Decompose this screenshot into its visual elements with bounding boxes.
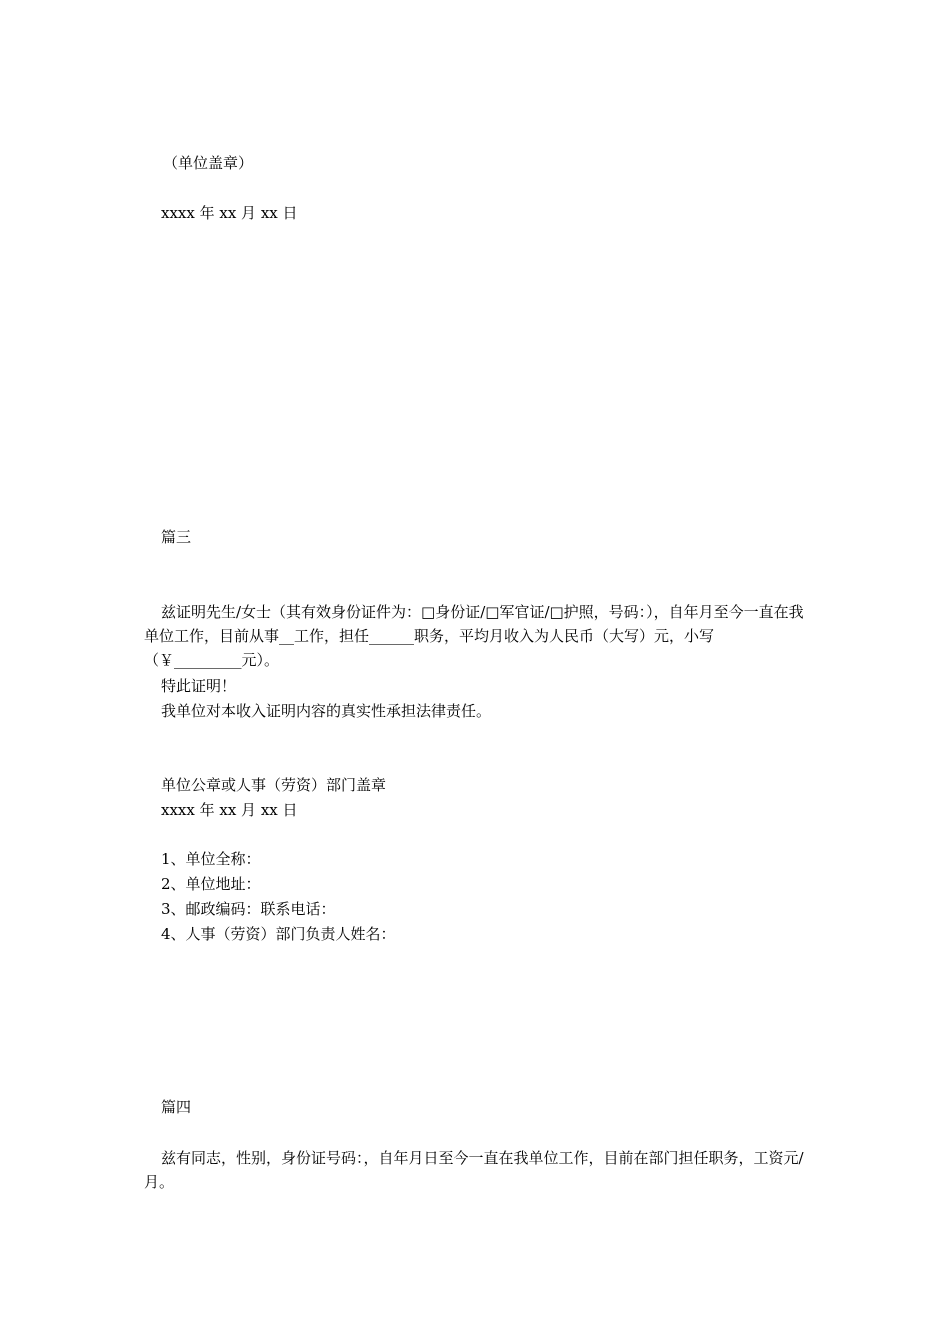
section3-body-paragraph: 兹证明先生/女士（其有效身份证件为：□身份证/□军官证/□护照，号码：），自年月至今一直在我单位工作，目前从事__工作，担任______职务，平均月收入为人民币（大写）元，小写（￥_________元）。 [144,603,804,669]
date-text: xxxx 年 xx 月 xx 日 [161,204,298,222]
section3-seal: 单位公章或人事（劳资）部门盖章 [161,776,387,794]
list-item-hr-manager: 4、人事（劳资）部门负责人姓名： [161,925,396,943]
section3-closing: 特此证明！ [161,677,237,695]
seal-text: （单位盖章） [163,154,254,172]
section3-statement: 我单位对本收入证明内容的真实性承担法律责任。 [161,702,492,720]
list-item-company-name: 1、单位全称： [161,850,261,868]
list-item-postal-code-phone: 3、邮政编码：联系电话： [161,900,336,918]
section4-body-paragraph: 兹有同志，性别，身份证号码：，自年月日至今一直在我单位工作，目前在部门担任职务，工资元/月。 [144,1149,804,1191]
section3-date: xxxx 年 xx 月 xx 日 [161,801,298,819]
section-heading-4: 篇四 [161,1098,192,1116]
list-item-company-address: 2、单位地址： [161,875,261,893]
section-heading-3: 篇三 [161,528,192,546]
